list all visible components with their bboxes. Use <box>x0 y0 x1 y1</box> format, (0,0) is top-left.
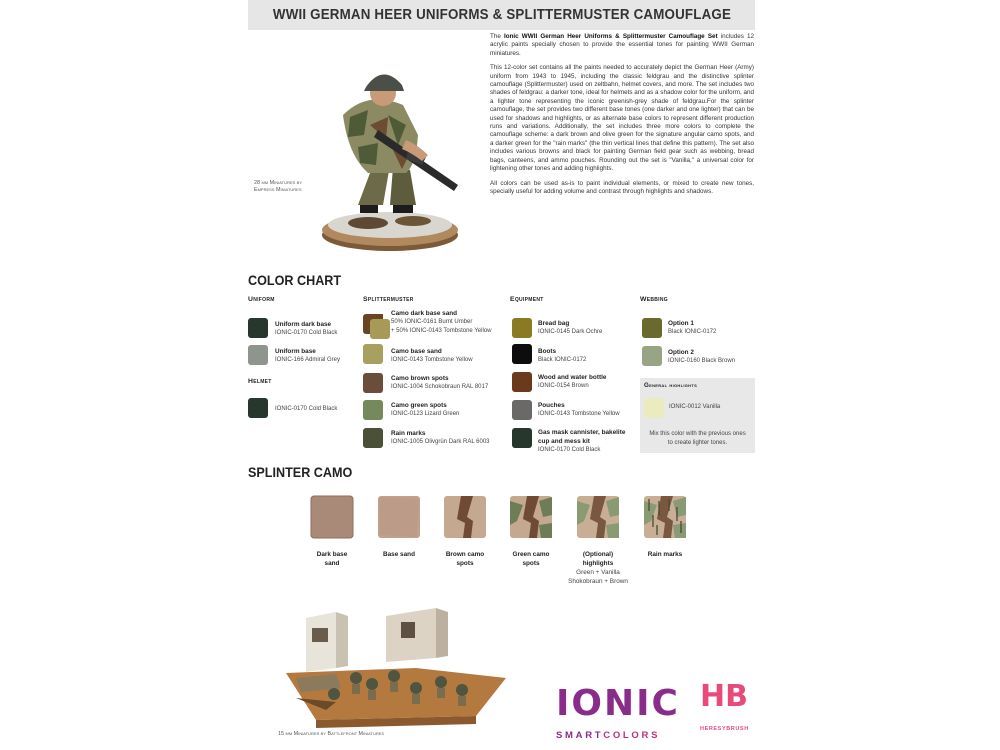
swatch-name: Uniform base <box>275 348 316 355</box>
swatch-name: Option 2 <box>668 349 694 356</box>
swatch-pouches <box>512 400 532 420</box>
swatch-rain-marks <box>363 428 383 448</box>
swatch-code: IONIC-1004 Schokobraun RAL 8017 <box>391 384 489 390</box>
colors-text: COLORS <box>603 730 661 741</box>
product-sheet <box>248 0 755 750</box>
swatch-code: IONIC-0123 Lizard Green <box>391 411 460 417</box>
swatch-boots <box>512 344 532 364</box>
ionic-logo <box>556 683 680 741</box>
page-title: WWII GERMAN HEER UNIFORMS & SPLITTERMUSTER CAMOUFLAGE <box>272 7 731 23</box>
swatch-code: Black IONIC-0172 <box>668 329 717 335</box>
camo-label-line1: Base sand <box>383 551 415 558</box>
webbing-heading: Webbing <box>640 296 668 303</box>
camo-step-dark-base-sand <box>310 495 354 539</box>
swatch-code: IONIC-0160 Black Brown <box>668 358 736 364</box>
camo-label-4 <box>496 550 566 568</box>
camo-label-6 <box>630 550 700 559</box>
heresybrush-logo <box>700 676 749 738</box>
swatch-name: Camo dark base sand <box>391 310 458 317</box>
swatch-name-line2: cup and mess kit <box>538 438 590 445</box>
swatch-name: Camo brown spots <box>391 375 449 382</box>
swatch-helmet <box>248 398 268 418</box>
swatch-uniform-base <box>248 345 268 365</box>
diorama-credit: 15 mm Miniatures by Battlefront Miniatures <box>278 731 385 737</box>
swatch-code: IONIC-0143 Tombstone Yellow <box>538 411 620 417</box>
intro-rest: includes 12 acrylic paints specially chosen to provide the essential tones for painting WWII German miniatures. <box>490 33 754 57</box>
swatch-name: Camo base sand <box>391 348 442 355</box>
swatch-wood-water-bottle <box>512 372 532 392</box>
swatch-name: Rain marks <box>391 430 426 437</box>
swatch-code: Black IONIC-0172 <box>538 357 587 363</box>
camo-label-line1: (Optional) <box>582 551 614 558</box>
ionic-wordmark-text: IONIC <box>556 683 680 724</box>
swatch-code: IONIC-0154 Brown <box>538 383 589 389</box>
camo-label-line1: Dark base <box>316 551 348 558</box>
swatch-name: Pouches <box>538 402 565 409</box>
uniform-heading: Uniform <box>248 296 275 303</box>
swatch-name: Boots <box>538 348 557 355</box>
intro-text <box>490 33 754 202</box>
swatch-vanilla <box>644 398 664 418</box>
swatch-code: IONIC-0170 Cold Black <box>275 406 338 412</box>
camo-label-line2: highlights <box>582 560 614 567</box>
intro-paragraph-1 <box>490 33 754 58</box>
color-chart-title: COLOR CHART <box>248 272 342 288</box>
swatch-code: IONIC-0170 Cold Black <box>538 447 601 453</box>
swatch-code: IONIC-0143 Tombstone Yellow <box>391 357 473 363</box>
heresybrush-initials: HB <box>700 679 748 714</box>
intro-lead: The <box>490 33 504 40</box>
highlights-note-line2: to create lighter tones. <box>667 440 728 446</box>
swatch-camo-brown-spots <box>363 373 383 393</box>
diorama-image <box>276 598 516 728</box>
swatch-code: IONIC-0012 Vanilla <box>669 404 721 410</box>
smart-text: SMART <box>556 730 604 741</box>
hero-credit <box>254 180 302 194</box>
camo-label-line2: spots <box>456 560 474 567</box>
swatch-camo-green-spots <box>363 400 383 420</box>
swatch-camo-base-sand <box>363 344 383 364</box>
camo-step-brown-camo-spots <box>443 495 487 539</box>
camo-step-base-sand <box>377 495 421 539</box>
splittermuster-heading: Splittermuster <box>363 296 414 303</box>
smartcolors-wordmark <box>556 730 660 741</box>
splinter-camo-title: SPLINTER CAMO <box>248 464 353 480</box>
camo-label-sub1: Green + Vanilla <box>576 569 620 576</box>
camo-label-line1: Brown camo <box>445 551 485 558</box>
intro-product-name: Ionic WWII German Heer Uniforms & Splittermuster Camouflage Set <box>503 33 718 40</box>
camo-label-2 <box>364 550 434 559</box>
swatch-name: Option 1 <box>668 320 694 327</box>
camo-step-rain-marks <box>643 495 687 539</box>
swatch-name: Camo green spots <box>391 402 447 409</box>
general-highlights-heading: General highlights <box>644 382 698 389</box>
intro-paragraph-2: This 12-color set contains all the paints needed to accurately depict the German Heer (Army) uniform from 1943 to 1945, including the classic feldgrau and the distinctive splinter camouflage (Splittermuster) used on zeltbahn, helmet covers, and more. The set includes two shades of feldgrau: a darker tone, ideal for helmets and as a shadow color for the uniform, and a lighter tone representing the iconic greenish-grey shade of feldgrau.For the splinter camouflage, the set provides two different base tones (one darker and one lighter) that can be used for shadows and highlights, or as alternate base colors to represent different production runs and variations. Additionally, the set includes three more colors to complete the camouflage scheme: a dark brown and olive green for the signature angular camo spots, and a darker green for the "rain marks" (the thin vertical lines that define this pattern). The set also includes various browns and black for painting German field gear such as webbing, bread bags, canteens, and ammo pouches. Rounding out the set is "Vanilla," a universal color for lightening other tones and adding highlights. <box>490 64 754 173</box>
highlights-note <box>640 430 755 448</box>
camo-step-green-camo-spots <box>509 495 553 539</box>
camo-label-1 <box>297 550 367 568</box>
camo-label-line2: spots <box>522 560 540 567</box>
swatch-name: Gas mask cannister, bakelite <box>538 429 626 436</box>
highlights-note-line1: Mix this color with the previous ones <box>649 431 746 437</box>
swatch-code: IONIC-166 Admiral Grey <box>275 357 341 363</box>
ionic-wordmark <box>556 684 680 724</box>
hero-credit-line2: Empress Miniatures <box>254 187 302 193</box>
camo-label-line2: sand <box>324 560 340 567</box>
hero-miniature-image <box>298 55 478 255</box>
swatch-camo-dark-base-sand-b <box>370 319 390 339</box>
helmet-heading: Helmet <box>248 378 272 385</box>
swatch-name: Uniform dark base <box>275 321 332 328</box>
swatch-bread-bag <box>512 318 532 338</box>
hero-credit-line1: 28 mm Miniatures by <box>254 180 303 186</box>
camo-step-optional-highlights <box>576 495 620 539</box>
swatch-code: IONIC-0145 Dark Ochre <box>538 329 603 335</box>
swatch-name: Wood and water bottle <box>538 374 607 381</box>
camo-label-line1: Rain marks <box>647 551 683 558</box>
swatch-code: 50% IONIC-0161 Burnt Umber <box>391 319 473 325</box>
camo-label-3 <box>430 550 500 568</box>
swatch-code: IONIC-0170 Cold Black <box>275 330 338 336</box>
swatch-code: IONIC-1005 Olivgrün Dark RAL 6003 <box>391 439 490 445</box>
heresybrush-name: HERESYBRUSH <box>700 726 749 732</box>
swatch-gas-mask <box>512 428 532 448</box>
swatch-uniform-dark-base <box>248 318 268 338</box>
camo-label-5 <box>563 550 633 586</box>
intro-paragraph-3: All colors can be used as-is to paint individual elements, or mixed to create new tones, specially useful for adding volume and contrast through highlights and shadows. <box>490 179 754 195</box>
swatch-webbing-option-2 <box>642 346 662 366</box>
title-bar <box>248 0 755 30</box>
swatch-code: + 50% IONIC-0143 Tombstone Yellow <box>391 328 492 334</box>
swatch-name: Bread bag <box>538 320 570 327</box>
equipment-heading: Equipment <box>510 296 544 303</box>
camo-label-sub2: Shokobraun + Brown <box>568 578 628 585</box>
swatch-webbing-option-1 <box>642 318 662 338</box>
camo-label-line1: Green camo <box>512 551 550 558</box>
